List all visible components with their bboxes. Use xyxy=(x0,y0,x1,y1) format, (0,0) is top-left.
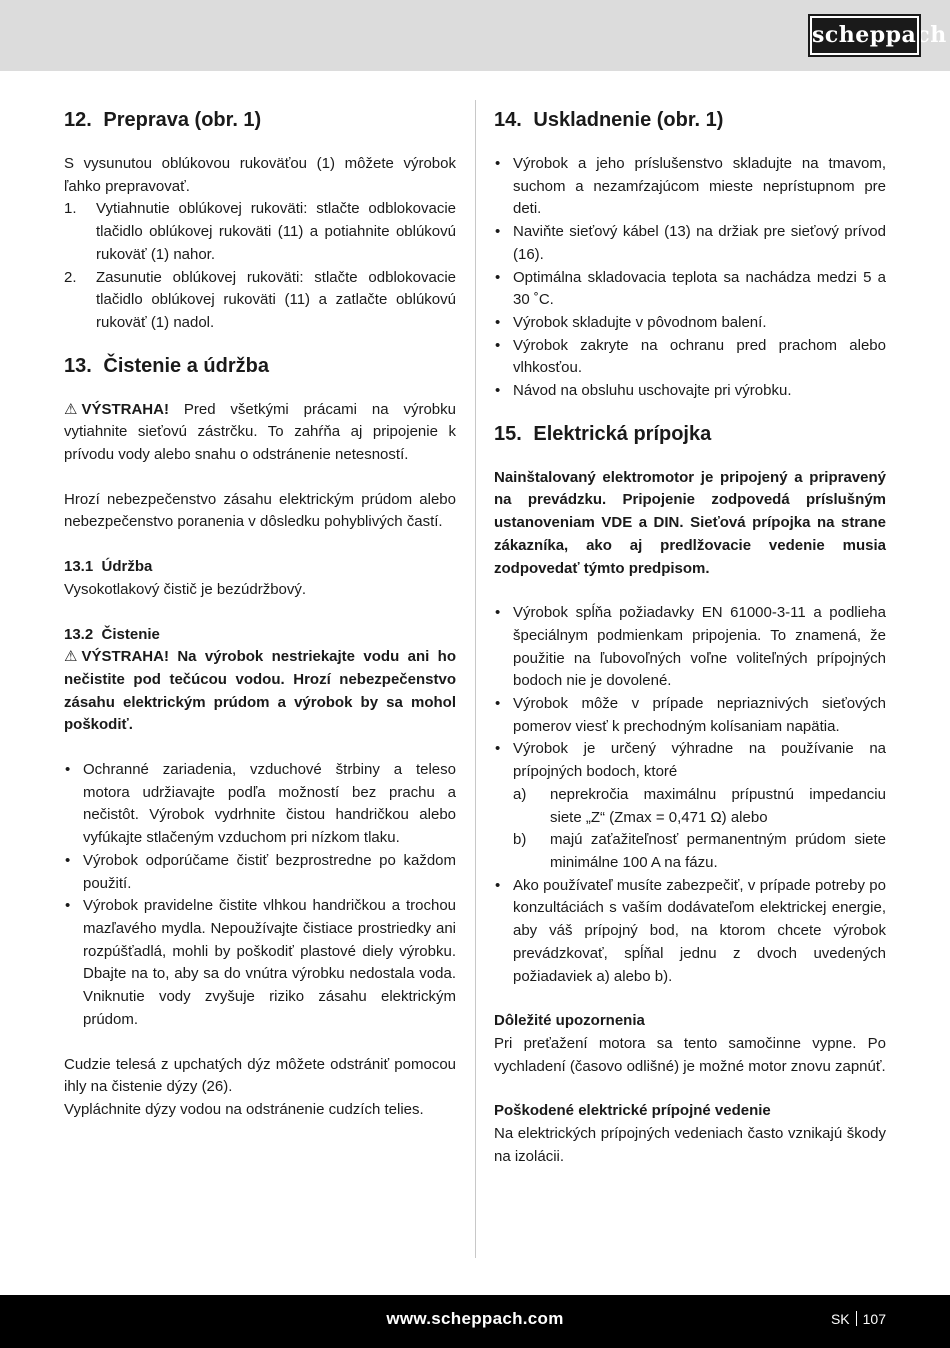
list-item: • Výrobok odporúčame čistiť bezprostredne po každom použití. xyxy=(64,850,456,895)
warning-triangle-icon: ⚠ xyxy=(64,400,78,418)
list-item: • Výrobok a jeho príslušenstvo skladujte na tmavom, suchom a nezamŕzajúcom mieste neprístupnom pre deti. xyxy=(494,153,886,221)
electrical-bullets xyxy=(494,602,886,988)
sub-item-a: a) neprekročia maximálnu prípustnú impedanciu siete „Z“ (Zmax = 0,471 Ω) alebo xyxy=(513,785,886,826)
section-13-heading: 13. Čistenie a údržba xyxy=(64,354,269,377)
list-item: • Výrobok je určený výhradne na používanie na prípojných bodoch, ktoré a) neprekročia maximálnu prípustnú impedanciu siete „Z“ (Zmax = 0,471 Ω) alebo b) majú zaťažiteľnosť permanentným prúdom siete minimálne 100 A na fázu. xyxy=(494,738,886,874)
section-15-heading: 15. Elektrická prípojka xyxy=(494,422,712,445)
list-item: • Výrobok skladujte v pôvodnom balení. xyxy=(494,312,886,335)
list-item: • Návod na obsluhu uschovajte pri výrobku. xyxy=(494,380,886,403)
list-item: • Ochranné zariadenia, vzduchové štrbiny a teleso motora udržiavajte podľa možností bez prachu a nečistôt. Výrobok vydrhnite čistou handričkou alebo vyfúkajte stlačeným vzduchom pri nízkom tlaku. xyxy=(64,759,456,850)
electrical-intro: Nainštalovaný elektromotor je pripojený a pripravený na prevádzku. Pripojenie zodpovedá príslušným ustanoveniam VDE a DIN. Sieťová prípojka na strane zákazníka, ako aj predlžovacie vedenie musia zodpovedať týmto predpisom. xyxy=(494,468,886,577)
warning-triangle-icon: ⚠ xyxy=(64,648,78,666)
section-12-heading: 12. Preprava (obr. 1) xyxy=(64,109,262,131)
page-number: 107 xyxy=(862,1311,886,1327)
page-separator xyxy=(856,1311,857,1326)
list-item: • Výrobok zakryte na ochranu pred prachom alebo vlhkosťou. xyxy=(494,335,886,380)
footer-bar xyxy=(0,1295,950,1348)
scheppach-logo: scheppach xyxy=(810,16,919,55)
column-divider xyxy=(475,100,476,1258)
page-indicator xyxy=(831,1311,886,1327)
nozzle-text-1: Cudzie telesá z upchatých dýz môžete odstrániť pomocou ihly na čistenie dýzy (26). xyxy=(64,1055,456,1096)
list-item: 2. Zasunutie oblúkovej rukoväti: stlačte odblokovacie tlačidlo oblúkovej rukoväti (11) a zatlačte oblúkovú rukoväť (1) nadol. xyxy=(64,268,456,331)
nozzle-text-2: Vypláchnite dýzy vodou na odstránenie cudzích telies. xyxy=(64,1100,424,1118)
section-13-1-heading: 13.1 Údržba xyxy=(64,558,153,576)
important-notes-text: Pri preťažení motora sa tento samočinne vypne. Po vychladení (časovo odlišné) je možné motor znovu zapnúť. xyxy=(494,1034,886,1075)
section-12-intro: S vysunutou oblúkovou rukoväťou (1) môžete výrobok ľahko prepravovať. xyxy=(64,155,456,195)
damaged-cable-heading: Poškodené elektrické prípojné vedenie xyxy=(494,1102,771,1120)
warning-paragraph: ⚠ VÝSTRAHA! Pred všetkými prácami na výrobku vytiahnite sieťovú zástrčku. To zahŕňa aj pripojenie k prívodu vody alebo snahu o odstránenie netesností. xyxy=(64,400,456,464)
cleaning-warning: ⚠ VÝSTRAHA! Na výrobok nestriekajte vodu ani ho nečistite pod tečúcou vodou. Hrozí nebezpečenstvo zásahu elektrickým prúdom a výrobok by sa mohol poškodiť. xyxy=(64,648,456,734)
section-13-1-text: Vysokotlakový čistič je bezúdržbový. xyxy=(64,580,307,598)
list-item: • Výrobok môže v prípade nepriaznivých sieťových pomerov viesť k prechodným kolísaniam napätia. xyxy=(494,693,886,738)
cleaning-bullets xyxy=(64,759,456,1031)
left-column xyxy=(64,107,456,1122)
storage-bullets xyxy=(494,153,886,403)
section-14-heading: 14. Uskladnenie (obr. 1) xyxy=(494,109,724,131)
section-12-steps xyxy=(64,198,456,334)
list-item: 1. Vytiahnutie oblúkovej rukoväti: stlačte odblokovacie tlačidlo oblúkovej rukoväti (11) a potiahnite oblúkovú rukoväť (1) nahor. xyxy=(64,200,456,263)
list-item: • Ako používateľ musíte zabezpečiť, v prípade potreby po konzultáciách s vaším dodávateľom elektrickej energie, aby váš prípojný bod, na ktorom chcete výrobok prevádzkovať, spĺňal jednu z dvoch uvedených požiadaviek a) alebo b). xyxy=(494,875,886,989)
list-item: • Naviňte sieťový kábel (13) na držiak pre sieťový prívod (16). xyxy=(494,221,886,266)
sub-item-b: b) majú zaťažiteľnosť permanentným prúdom siete minimálne 100 A na fázu. xyxy=(513,831,886,871)
header-bar xyxy=(0,0,950,71)
section-13-2-heading: 13.2 Čistenie xyxy=(64,625,160,643)
website-url: www.scheppach.com xyxy=(386,1309,564,1328)
important-notes-heading: Dôležité upozornenia xyxy=(494,1012,645,1030)
language-code: SK xyxy=(830,1311,850,1327)
damaged-cable-text: Na elektrických prípojných vedeniach často vznikajú škody na izolácii. xyxy=(494,1125,886,1165)
right-column xyxy=(494,107,886,1168)
list-item: • Výrobok pravidelne čistite vlhkou handričkou a trochou mazľavého mydla. Nepoužívajte čistiace prostriedky ani rozpúšťadlá, mohli by poškodiť plastové diely výrobku. Dbajte na to, aby sa do vnútra výrobku nedostala voda. Vniknutie vody zvyšuje riziko zásahu elektrickým prúdom. xyxy=(64,895,456,1031)
list-item: • Výrobok spĺňa požiadavky EN 61000-3-11 a podlieha špeciálnym podmienkam pripojenia. To znamená, že použitie na ľubovoľných voľne voliteľných prípojných bodoch nie je dovolené. xyxy=(494,602,886,693)
danger-paragraph: Hrozí nebezpečenstvo zásahu elektrickým prúdom alebo nebezpečenstvo poranenia v dôsledku pohyblivých častí. xyxy=(64,490,456,531)
list-item: • Optimálna skladovacia teplota sa nachádza medzi 5 a 30 ˚C. xyxy=(494,267,886,312)
